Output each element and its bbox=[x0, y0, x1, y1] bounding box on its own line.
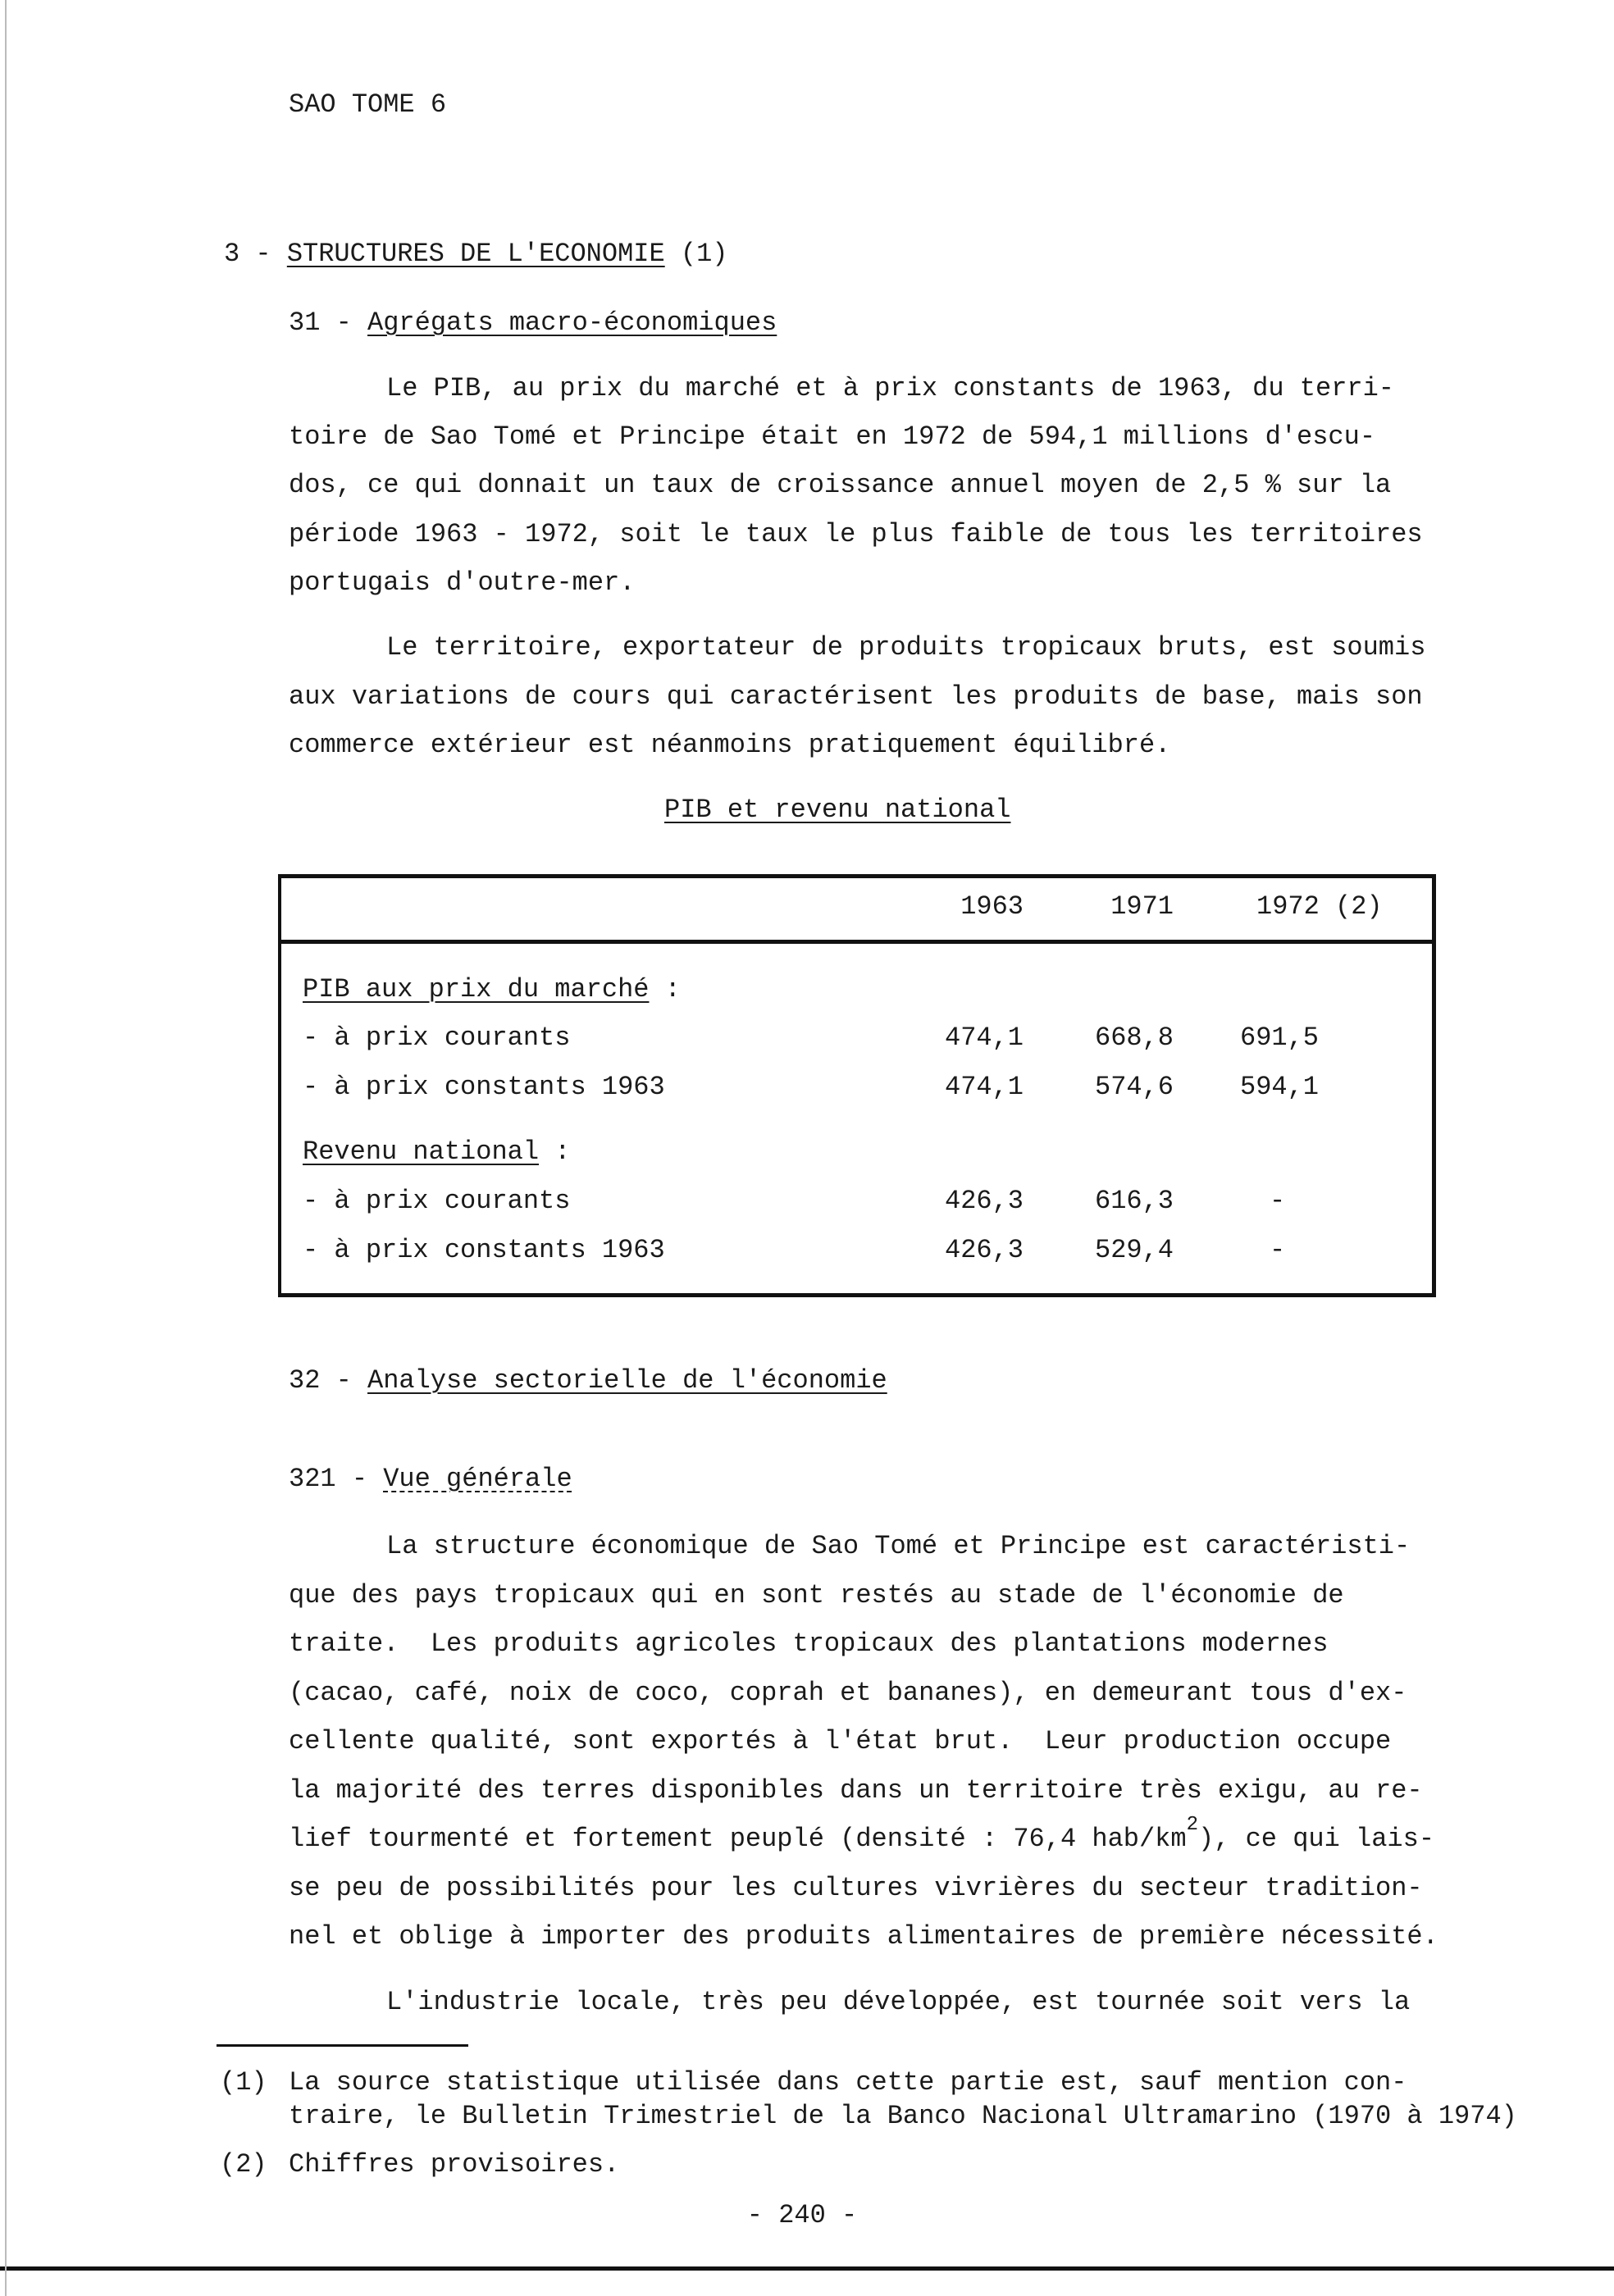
text-line: La structure économique de Sao Tomé et Principe est caractéristi- bbox=[386, 1531, 1411, 1561]
cell: 574,6 bbox=[1094, 1072, 1174, 1102]
text-line bbox=[289, 1814, 1435, 1858]
section-number: 3 - bbox=[224, 239, 287, 269]
column-header: 1963 bbox=[960, 891, 1024, 922]
group-label-text: PIB aux prix du marché bbox=[303, 974, 650, 1004]
cell: - bbox=[1270, 1235, 1286, 1265]
cell: 529,4 bbox=[1094, 1235, 1174, 1265]
text-line: que des pays tropicaux qui en sont restés au stade de l'économie de bbox=[289, 1580, 1344, 1610]
group-label bbox=[303, 973, 681, 1006]
column-header: 1972 (2) bbox=[1256, 891, 1383, 922]
text-line: dos, ce qui donnait un taux de croissance annuel moyen de 2,5 % sur la bbox=[289, 470, 1392, 500]
footnote-text: traire, le Bulletin Trimestriel de la Banco Nacional Ultramarino (1970 à 1974) bbox=[289, 2101, 1517, 2131]
group-label-text: Revenu national bbox=[303, 1137, 540, 1167]
section-321-heading bbox=[289, 1463, 572, 1496]
text-line: toire de Sao Tomé et Principe était en 1972 de 594,1 millions d'escu- bbox=[289, 421, 1376, 452]
text-line: (cacao, café, noix de coco, coprah et bananes), en demeurant tous d'ex- bbox=[289, 1678, 1407, 1708]
text-segment: lief tourmenté et fortement peuplé (densité : 76,4 hab/km bbox=[289, 1824, 1187, 1854]
section-title: Vue générale bbox=[383, 1464, 572, 1494]
cell: 668,8 bbox=[1094, 1023, 1174, 1053]
text-line: Le territoire, exportateur de produits tropicaux bruts, est soumis bbox=[386, 632, 1426, 663]
text-line: traite. Les produits agricoles tropicaux des plantations modernes bbox=[289, 1629, 1329, 1659]
cell: 616,3 bbox=[1094, 1186, 1174, 1216]
row-label: - à prix courants bbox=[303, 1186, 571, 1216]
footnote-text: La source statistique utilisée dans cette partie est, sauf mention con- bbox=[289, 2067, 1407, 2098]
section-title: Agrégats macro-économiques bbox=[367, 308, 777, 338]
colon: : bbox=[539, 1137, 571, 1167]
header-separator bbox=[278, 940, 1436, 944]
section-32-heading bbox=[289, 1364, 887, 1397]
row-label: - à prix constants 1963 bbox=[303, 1235, 665, 1265]
text-segment: ), ce qui lais- bbox=[1197, 1824, 1435, 1854]
text-line: se peu de possibilités pour les cultures vivrières du secteur tradition- bbox=[289, 1873, 1423, 1903]
bottom-scan-edge bbox=[0, 2266, 1614, 2271]
cell: 426,3 bbox=[944, 1186, 1024, 1216]
superscript: 2 bbox=[1186, 1814, 1198, 1836]
cell: 474,1 bbox=[944, 1072, 1024, 1102]
column-header: 1971 bbox=[1110, 891, 1174, 922]
footnote-mark: (1) bbox=[220, 2067, 267, 2098]
cell: - bbox=[1270, 1186, 1286, 1216]
footnote-rule bbox=[217, 2044, 468, 2047]
footnote-ref: (1) bbox=[664, 239, 728, 269]
row-label: - à prix constants 1963 bbox=[303, 1072, 665, 1102]
page-number: - 240 - bbox=[746, 2200, 858, 2230]
section-3-heading bbox=[224, 238, 728, 271]
section-number: 31 - bbox=[289, 308, 368, 338]
cell: 691,5 bbox=[1239, 1023, 1319, 1053]
text-line: aux variations de cours qui caractérisent les produits de base, mais son bbox=[289, 681, 1423, 712]
text-line: portugais d'outre-mer. bbox=[289, 567, 636, 598]
row-label: - à prix courants bbox=[303, 1023, 571, 1053]
colon: : bbox=[649, 974, 681, 1004]
text-line: la majorité des terres disponibles dans un territoire très exigu, au re- bbox=[289, 1775, 1423, 1806]
text-line: commerce extérieur est néanmoins pratiquement équilibré. bbox=[289, 730, 1171, 760]
section-31-heading bbox=[289, 307, 777, 339]
paragraph-4: L'industrie locale, très peu développée, est tournée soit vers la bbox=[386, 1987, 1411, 2017]
text-line: période 1963 - 1972, soit le taux le plus faible de tous les territoires bbox=[289, 519, 1423, 549]
left-scan-edge bbox=[5, 0, 7, 2296]
cell: 594,1 bbox=[1239, 1072, 1319, 1102]
running-title: SAO TOME 6 bbox=[289, 89, 447, 120]
text-line: nel et oblige à importer des produits alimentaires de première nécessité. bbox=[289, 1921, 1438, 1952]
section-title: STRUCTURES DE L'ECONOMIE bbox=[286, 239, 665, 269]
text-line: cellente qualité, sont exportés à l'état brut. Leur production occupe bbox=[289, 1726, 1392, 1756]
cell: 474,1 bbox=[944, 1023, 1024, 1053]
footnote-text: Chiffres provisoires. bbox=[289, 2149, 620, 2180]
section-number: 32 - bbox=[289, 1365, 368, 1396]
section-number: 321 - bbox=[289, 1464, 384, 1494]
section-title: Analyse sectorielle de l'économie bbox=[367, 1365, 887, 1396]
cell: 426,3 bbox=[944, 1235, 1024, 1265]
text-line: Le PIB, au prix du marché et à prix constants de 1963, du terri- bbox=[386, 373, 1394, 403]
group-label bbox=[303, 1136, 570, 1168]
table-title: PIB et revenu national bbox=[664, 795, 1011, 825]
footnote-mark: (2) bbox=[220, 2149, 267, 2180]
